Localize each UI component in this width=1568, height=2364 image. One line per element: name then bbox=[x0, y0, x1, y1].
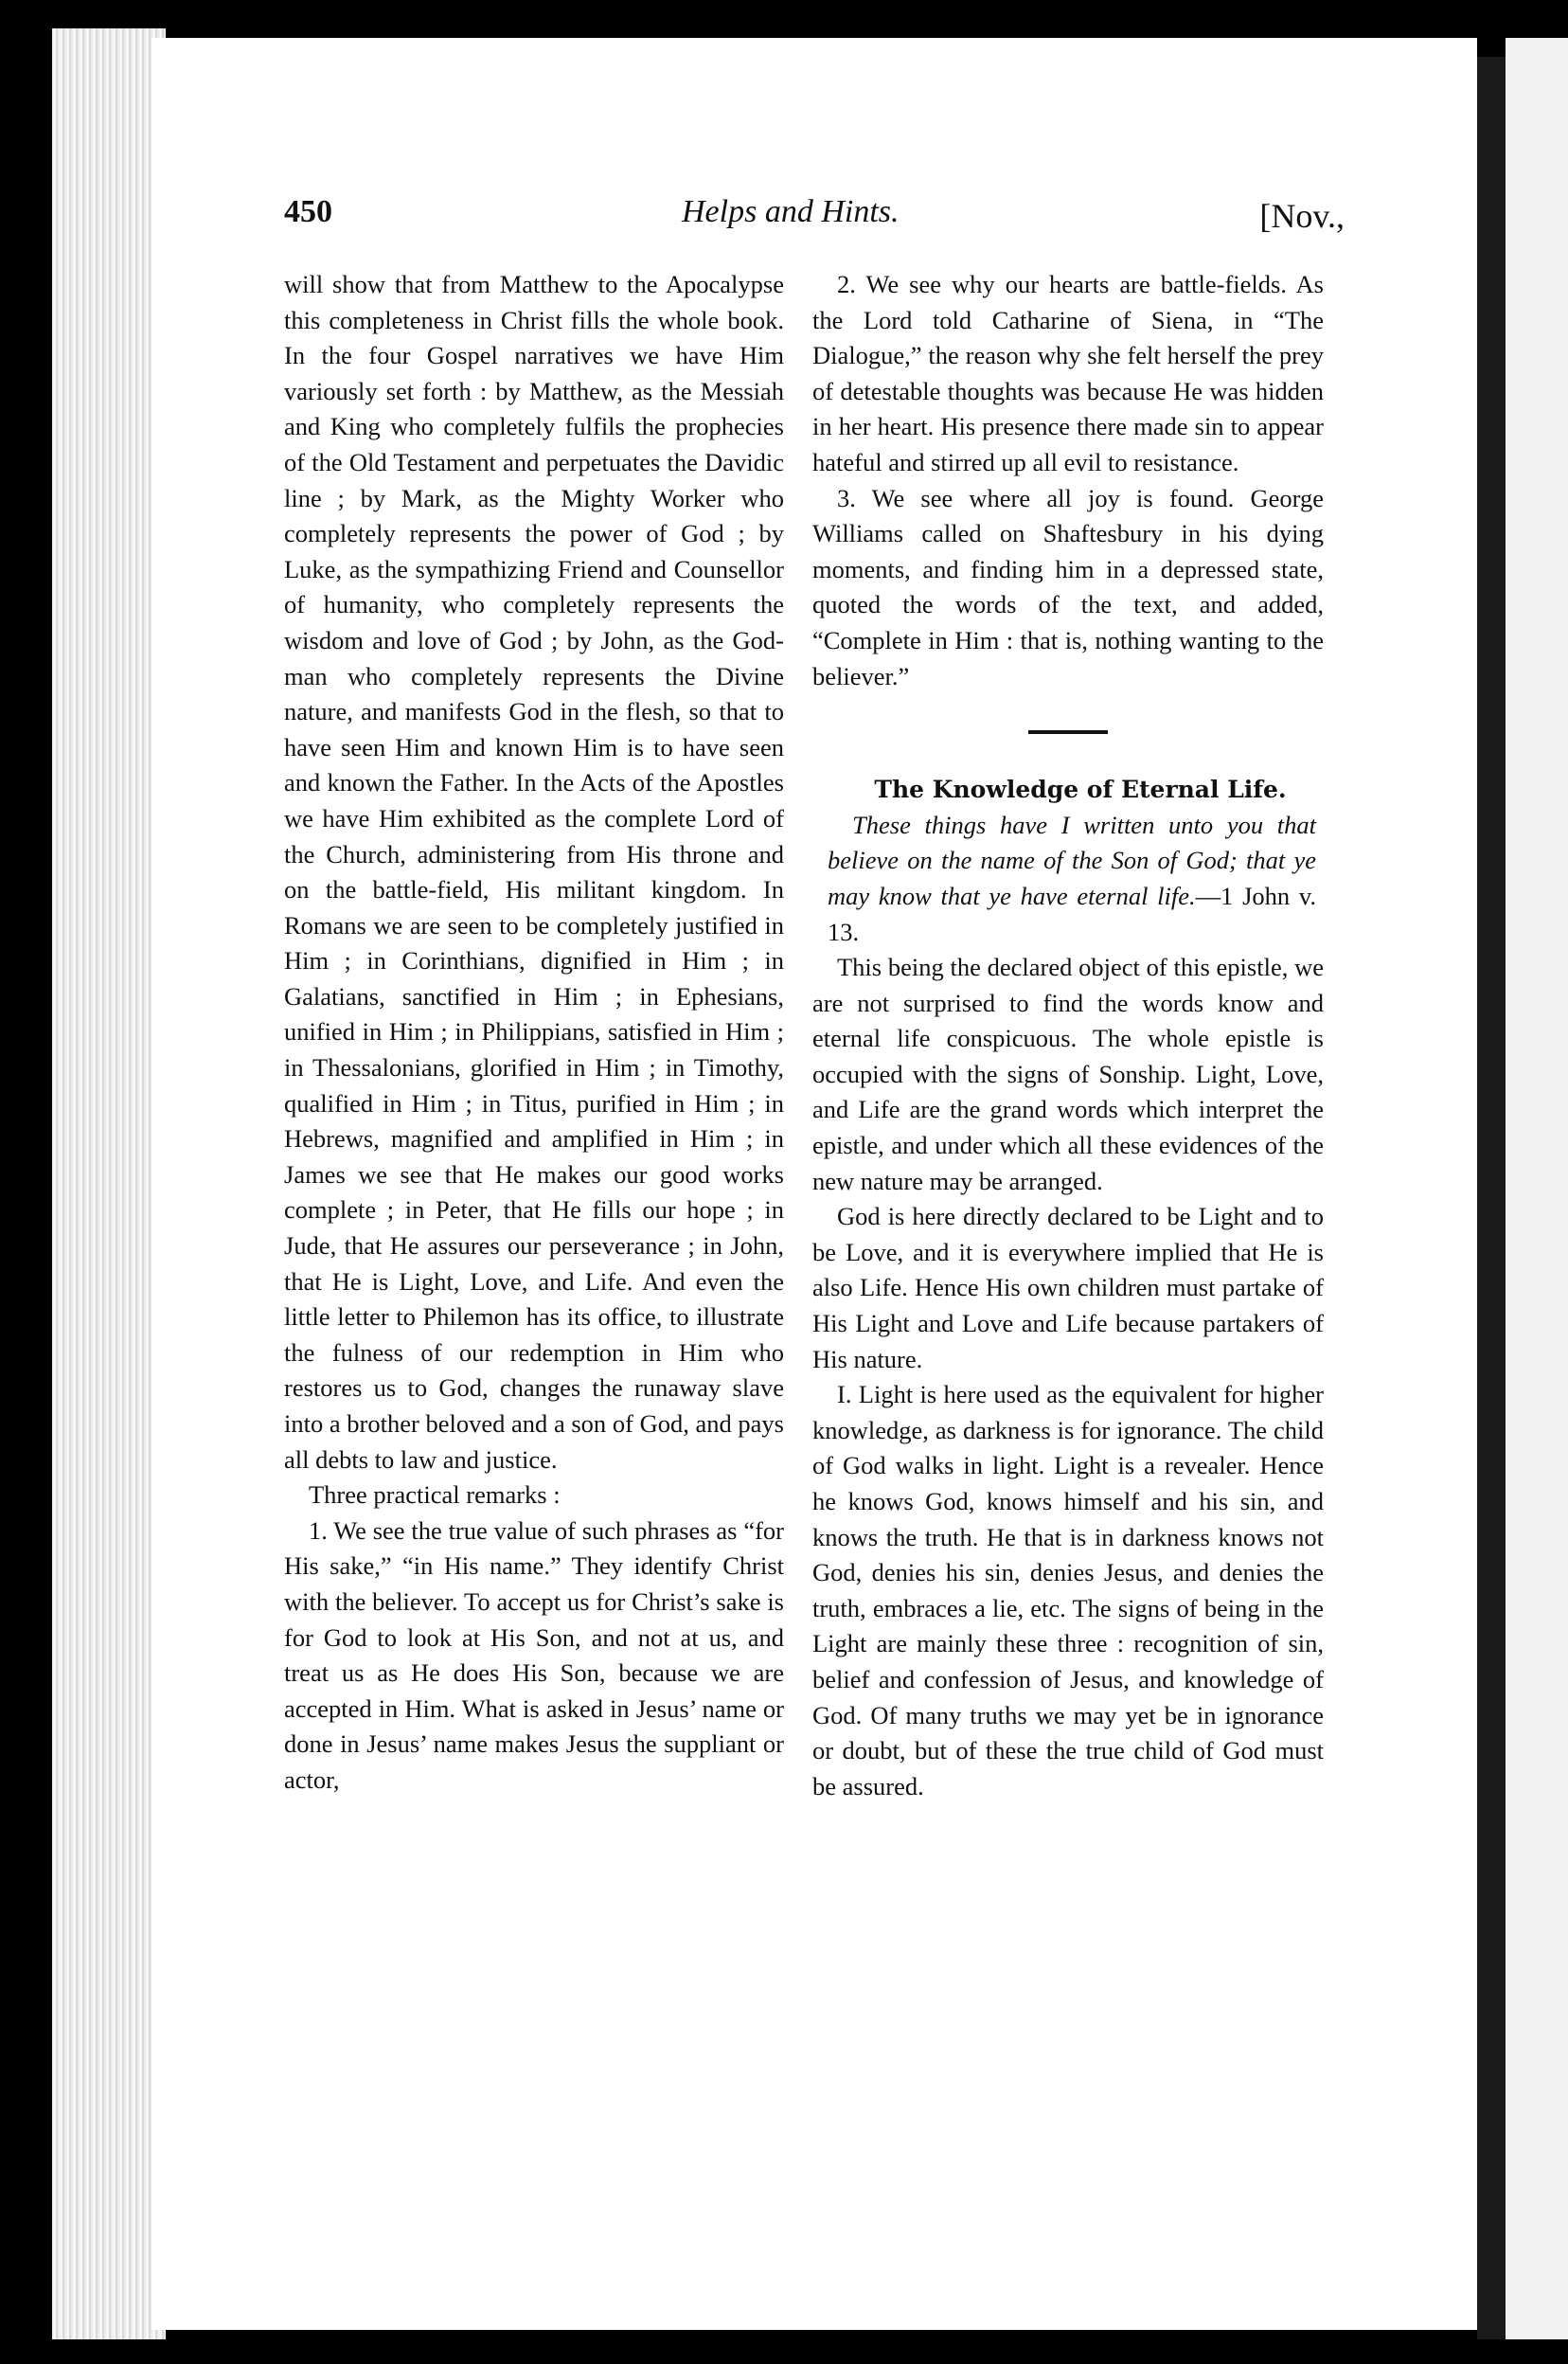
epigraph-text: These things have I written unto you that believe on the name of the Son of God; that ye may know that ye have eternal life. bbox=[828, 810, 1316, 910]
issue-month: [Nov., bbox=[1259, 197, 1345, 235]
page-number: 450 bbox=[284, 194, 332, 229]
article-paragraph-2: God is here directly declared to be Light and to be Love, and it is everywhere implied that He is also Life. Hence His own children must partake of His Light and Love and Life because partakers of His nature. bbox=[812, 1202, 1324, 1373]
article-paragraph-1: This being the declared object of this epistle, we are not surprised to find the words know and eternal life conspicuous. The whole epistle is occupied with the signs of Sonship. Light, Love, and Life are the grand words which interpret the epistle, and under which all these evidences of the new nature may be arranged. bbox=[812, 953, 1324, 1195]
binding-shadow bbox=[1477, 57, 1506, 2339]
left-column bbox=[284, 267, 784, 1799]
epigraph bbox=[812, 808, 1324, 950]
running-header bbox=[284, 194, 1345, 251]
article-title: The Knowledge of Eternal Life. bbox=[874, 776, 1287, 804]
facing-page-edge bbox=[1506, 38, 1568, 2339]
paragraph-completeness: will show that from Matthew to the Apocalypse this completeness in Christ fills the whole book. In the four Gospel narratives we have Him variously set forth : by Matthew, as the Messiah and King who completely fulfils the prophecies of the Old Testament and perpetuates the Davidic line ; by Mark, as the Mighty Worker who completely represents the power of God ; by Luke, as the sympathizing Friend and Counsellor of humanity, who completely represents the wisdom and love of God ; by John, as the God-man who completely represents the Divine nature, and manifests God in the flesh, so that to have seen Him and known Him is to have seen and known the Father. In the Acts of the Apostles we have Him exhibited as the complete Lord of the Church, administering from His throne and on the battle-field, His militant kingdom. In Romans we are seen to be completely justified in Him ; in Corinthians, dignified in Him ; in Galatians, sanctified in Him ; in Ephesians, unified in Him ; in Philippians, satisfied in Him ; in Thessalonians, glorified in Him ; in Timothy, qualified in Him ; in Titus, purified in Him ; in Hebrews, magnified and amplified in Him ; in James we see that He makes our good works complete ; in Peter, that He fills our hope ; in Jude, that He assures our perseverance ; in John, that He is Light, Love, and Life. And even the little letter to Philemon has its office, to illustrate the fulness of our redemption in Him who restores us to God, changes the runaway slave into a brother beloved and a son of God, and pays all debts to law and justice. bbox=[284, 270, 784, 1474]
paragraph-remark-2: 2. We see why our hearts are battle-fields. As the Lord told Catharine of Siena, in “The Dialogue,” the reason why she felt herself the prey of detestable thoughts was because He was hidden in her heart. His presence there made sin to appear hateful and stirred up all evil to resistance. bbox=[812, 270, 1324, 476]
right-column bbox=[812, 267, 1324, 1804]
paragraph-remark-1: 1. We see the true value of such phrases as “for His sake,” “in His name.” They identify Christ with the believer. To accept us for Christ’s sake is for God to look at His Son, and not at us, and treat us as He does His Son, because we are accepted in Him. What is asked in Jesus’ name or done in Jesus’ name makes Jesus the suppliant or actor, bbox=[284, 1515, 784, 1794]
running-title: Helps and Hints. bbox=[682, 194, 900, 229]
section-divider bbox=[1028, 730, 1108, 734]
paragraph-remark-3: 3. We see where all joy is found. George Williams called on Shaftesbury in his dying moments, and finding him in a depressed state, quoted the words of the text, and added, “Complete in Him : that is, nothing wanting to the believer.” bbox=[812, 483, 1324, 690]
book-page-edges bbox=[52, 28, 166, 2339]
article-paragraph-3: I. Light is here used as the equivalent for higher knowledge, as darkness is for ignorance. The child of God walks in light. Light is a revealer. Hence he knows God, knows himself and his sin, and knows the truth. He that is in darkness knows not God, denies his sin, denies Jesus, and denies the truth, embraces a lie, etc. The signs of being in the Light are mainly these three : recognition of sin, belief and confession of Jesus, and knowledge of God. Of many truths we may yet be in ignorance or doubt, but of these the true child of God must be assured. bbox=[812, 1380, 1324, 1800]
paragraph-remarks-intro: Three practical remarks : bbox=[309, 1480, 561, 1510]
epigraph-reference: —1 John v. 13. bbox=[828, 881, 1316, 946]
